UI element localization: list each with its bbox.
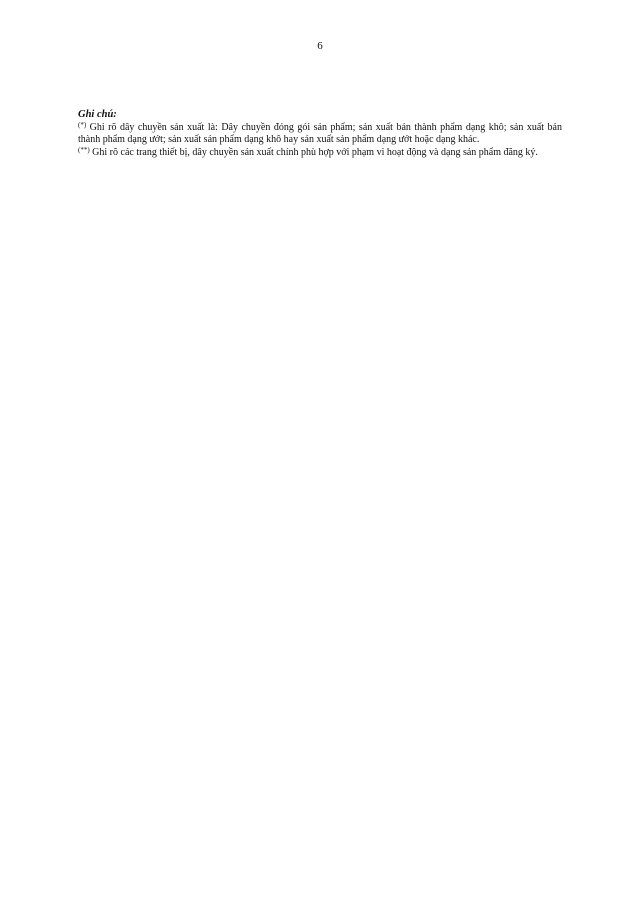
note-marker: (**) <box>78 145 90 154</box>
note-marker: (*) <box>78 120 87 129</box>
note-item-equipment <box>78 147 562 160</box>
note-item-production-line <box>78 122 562 147</box>
note-text: Ghi rõ các trang thiết bị, dây chuyền sản xuất chính phù hợp với phạm vi hoạt động và dạng sản phẩm đăng ký. <box>89 146 538 158</box>
note-text: Ghi rõ dây chuyền sản xuất là: Dây chuyền đóng gói sản phẩm; sản xuất bán thành phẩm dạng khô; sản xuất bán thành phẩm dạng ướt; sản xuất sản phẩm dạng khô hay sản xuất sản phẩm dạng ướt hoặc dạng khác. <box>78 121 562 145</box>
page-number: 6 <box>317 40 323 52</box>
notes-section <box>78 109 562 159</box>
notes-heading: Ghi chú: <box>78 109 117 120</box>
